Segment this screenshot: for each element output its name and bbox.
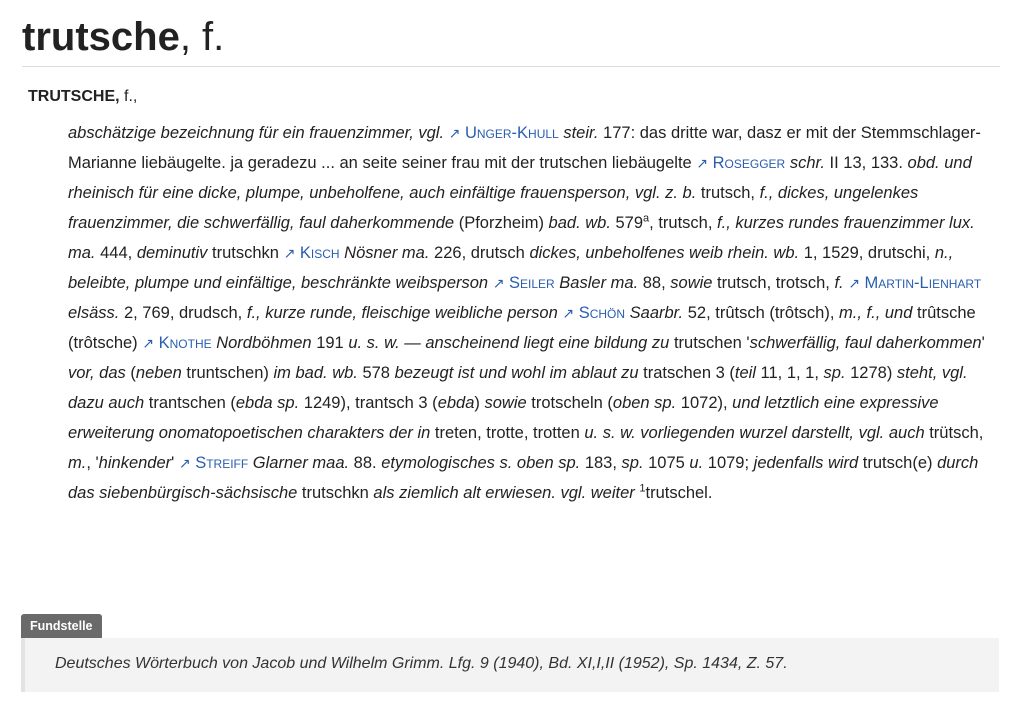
body-text: und letztlich eine expressive erweiterung onomatopoetischen charakters der in xyxy=(68,394,939,442)
body-text: Saarbr. xyxy=(625,304,684,322)
body-text: 578 xyxy=(357,364,395,382)
reference-label: Martin-Lienhart xyxy=(864,274,982,292)
reference-label: Seiler xyxy=(509,274,555,292)
body-text: 226, drutsch xyxy=(429,244,530,262)
body-text: jedenfalls wird xyxy=(753,454,859,472)
body-text: dickes, unbeholfenes weib rhein. wb. xyxy=(529,244,800,262)
lemma-line xyxy=(28,86,137,108)
body-text: trantschen ( xyxy=(144,394,236,412)
fundstelle-box xyxy=(21,638,999,692)
external-link-arrow-icon: ↗ xyxy=(562,305,575,321)
body-text: treten, trotte, trotten xyxy=(430,424,585,442)
body-text: abschätzige bezeichnung für ein frauenzimmer, vgl. xyxy=(68,124,449,142)
body-text: ' xyxy=(171,454,179,472)
body-text: 177: das dritte war, dasz er mit der Stemmschlager-Marianne liebäugelte. ja geradezu ... an seite seiner frau mit der trutschen liebäugelte xyxy=(68,124,981,172)
body-text: 1249), trantsch 3 ( xyxy=(299,394,438,412)
reference-link-kisch[interactable] xyxy=(284,244,340,262)
body-text: 183, xyxy=(580,454,622,472)
reference-link-unger-khull[interactable] xyxy=(449,124,559,142)
body-text: 88, xyxy=(638,274,671,292)
body-text: trutsch(e) xyxy=(858,454,938,472)
entry-body xyxy=(68,118,986,508)
external-link-arrow-icon: ↗ xyxy=(178,455,191,471)
body-text: steht, vgl. dazu auch xyxy=(68,364,968,412)
reference-link-knothe[interactable] xyxy=(142,334,211,352)
body-text: trotscheln ( xyxy=(526,394,613,412)
body-text: 579 xyxy=(610,214,644,232)
body-text: f. xyxy=(834,274,844,292)
body-text: schr. xyxy=(785,154,825,172)
body-text: , trutsch, xyxy=(649,214,718,232)
body-text: truntschen) xyxy=(181,364,274,382)
body-text: sp. xyxy=(823,364,846,382)
body-text: trutsch, xyxy=(696,184,760,202)
body-text: oben sp. xyxy=(612,394,677,412)
body-text: 11, 1, 1, xyxy=(755,364,824,382)
body-text: tratschen 3 ( xyxy=(638,364,735,382)
body-text: steir. xyxy=(558,124,599,142)
reference-link-schoen[interactable] xyxy=(562,304,625,322)
body-text: f., kurzes rundes frauenzimmer lux. ma. xyxy=(68,214,975,262)
body-text: 2, 769, drudsch, xyxy=(119,304,247,322)
reference-label: Rosegger xyxy=(712,154,786,172)
body-text: ( xyxy=(125,364,136,382)
body-text: 1278) xyxy=(845,364,897,382)
body-text: vor, das xyxy=(68,364,126,382)
lemma: TRUTSCHE, xyxy=(28,88,120,105)
external-link-arrow-icon: ↗ xyxy=(696,155,709,171)
external-link-arrow-icon: ↗ xyxy=(142,335,155,351)
body-text: obd. und rheinisch für eine dicke, plumpe, unbeholfene, auch einfältige frauensperson, vgl. z. b. xyxy=(68,154,972,202)
body-text: (Pforzheim) xyxy=(454,214,549,232)
superscript: a xyxy=(643,212,650,225)
body-text: n., beleibte, plumpe und einfältige, beschränkte weibsperson xyxy=(68,244,954,292)
body-text: 88. xyxy=(349,454,382,472)
external-link-arrow-icon: ↗ xyxy=(848,275,860,291)
body-text: hinkender xyxy=(98,454,172,472)
body-text: im bad. wb. xyxy=(273,364,358,382)
external-link-arrow-icon: ↗ xyxy=(492,275,505,291)
superscript: 1 xyxy=(639,482,646,495)
reference-label: Kisch xyxy=(299,244,340,262)
body-text: sowie xyxy=(670,274,713,292)
body-text: ebda xyxy=(437,394,475,412)
entry-header xyxy=(22,14,1000,67)
body-text: trutsch, trotsch, xyxy=(712,274,835,292)
body-text: ) xyxy=(474,394,485,412)
body-text: trutschel. xyxy=(645,484,713,502)
body-text: 1, 1529, drutschi, xyxy=(799,244,935,262)
reference-label: Schön xyxy=(578,304,626,322)
body-text: bezeugt ist und wohl im ablaut zu xyxy=(394,364,639,382)
body-text: teil xyxy=(734,364,756,382)
body-text: Basler ma. xyxy=(554,274,639,292)
body-text: ' xyxy=(981,334,985,352)
reference-link-streiff[interactable] xyxy=(179,454,248,472)
body-text: 52, trûtsch (trôtsch), xyxy=(683,304,840,322)
body-text: u. xyxy=(689,454,704,472)
reference-link-martin-lienhart[interactable] xyxy=(848,274,981,292)
headword-grammar: , f. xyxy=(179,15,225,59)
body-text: II 13, 133. xyxy=(824,154,908,172)
headword: trutsche xyxy=(22,15,180,59)
body-text: 1075 xyxy=(643,454,690,472)
lemma-grammar: f., xyxy=(119,88,138,105)
body-text: f., kurze runde, fleischige weibliche person xyxy=(246,304,558,322)
body-text: u. s. w. — anscheinend liegt eine bildung zu xyxy=(348,334,670,352)
reference-label: Unger-Khull xyxy=(464,124,559,142)
body-text: 1079; xyxy=(703,454,754,472)
body-text: Nösner ma. xyxy=(339,244,430,262)
body-text: trutschkn xyxy=(207,244,284,262)
body-text: f., dickes, ungelenkes frauenzimmer, die schwerfällig, faul daherkommende xyxy=(68,184,919,232)
body-text: 191 xyxy=(311,334,349,352)
body-text: m. xyxy=(68,454,87,472)
body-text: 444, xyxy=(95,244,137,262)
body-text: Glarner maa. xyxy=(248,454,350,472)
body-text: elsäss. xyxy=(68,304,120,322)
body-text: trutschen ' xyxy=(669,334,750,352)
body-text: sowie xyxy=(484,394,527,412)
body-text: 1072), xyxy=(676,394,733,412)
reference-link-seiler[interactable] xyxy=(493,274,555,292)
body-text: ebda sp. xyxy=(235,394,300,412)
body-text: trutschkn xyxy=(297,484,374,502)
body-text: deminutiv xyxy=(136,244,208,262)
body-text: , ' xyxy=(86,454,99,472)
body-text: bad. wb. xyxy=(548,214,611,232)
body-text: schwerfällig, faul daherkommen xyxy=(749,334,982,352)
fundstelle-badge: Fundstelle xyxy=(21,614,102,638)
body-text: m., f., und xyxy=(839,304,913,322)
body-text: trûtsche (trôtsche) xyxy=(68,304,976,352)
external-link-arrow-icon: ↗ xyxy=(448,125,461,141)
body-text: sp. xyxy=(621,454,644,472)
fundstelle-citation: Deutsches Wörterbuch von Jacob und Wilhelm Grimm. Lfg. 9 (1940), Bd. XI,I,II (1952), Sp. 1434, Z. 57. xyxy=(55,655,788,672)
body-text: durch das siebenbürgisch-sächsische xyxy=(68,454,979,502)
external-link-arrow-icon: ↗ xyxy=(283,245,296,261)
body-text: als ziemlich alt erwiesen. vgl. weiter xyxy=(373,484,635,502)
body-text: trütsch, xyxy=(924,424,984,442)
reference-link-rosegger[interactable] xyxy=(696,154,785,172)
reference-label: Streiff xyxy=(195,454,249,472)
reference-label: Knothe xyxy=(158,334,212,352)
body-text: etymologisches s. oben sp. xyxy=(381,454,581,472)
body-text: Nordböhmen xyxy=(211,334,312,352)
body-text: neben xyxy=(135,364,182,382)
body-text: u. s. w. vorliegenden wurzel darstellt, vgl. auch xyxy=(584,424,925,442)
